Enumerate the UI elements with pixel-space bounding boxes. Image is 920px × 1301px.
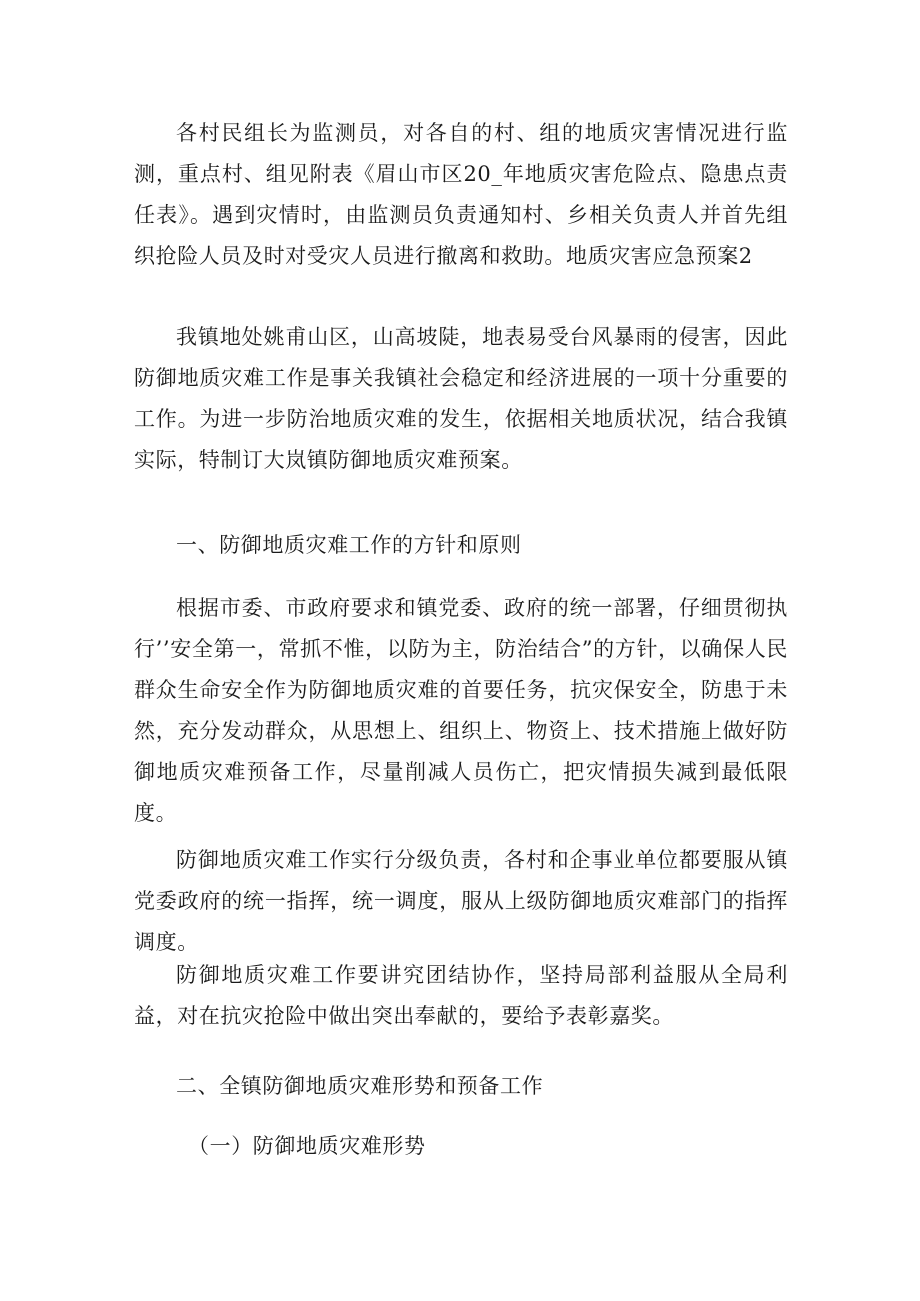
paragraph-cooperation: 防御地质灾难工作要讲究团结协作，坚持局部利益服从全局利益，对在抗灾抢险中做出突出奉献的，要给予表彰嘉奖。	[134, 963, 788, 1028]
paragraph-responsibility: 防御地质灾难工作实行分级负责，各村和企事业单位都要服从镇党委政府的统一指挥，统一调度，服从上级防御地质灾难部门的指挥调度。	[134, 848, 788, 954]
section-heading-principles: 一、防御地质灾难工作的方针和原则	[176, 533, 522, 557]
section-heading-situation: 二、全镇防御地质灾难形势和预备工作	[176, 1074, 544, 1098]
paragraph-overview: 我镇地处姚甫山区，山高坡陡，地表易受台风暴雨的侵害，因此防御地质灾难工作是事关我镇社会稳定和经济进展的一项十分重要的工作。为进一步防治地质灾难的发生，依据相关地质状况，结合我镇实际，特制订大岚镇防御地质灾难预案。	[134, 325, 788, 472]
subsection-heading-situation: （一）防御地质灾难形势	[188, 1134, 426, 1158]
paragraph-monitoring: 各村民组长为监测员，对各自的村、组的地质灾害情况进行监测，重点村、组见附表《眉山市区20_年地质灾害危险点、隐患点责任表》。遇到灾情时，由监测员负责通知村、乡相关负责人并首先组织抢险人员及时对受灾人员进行撤离和救助。地质灾害应急预案2	[134, 121, 788, 268]
paragraph-guideline: 根据市委、市政府要求和镇党委、政府的统一部署，仔细贯彻执行’’安全第一，常抓不惟，以防为主，防治结合”的方针，以确保人民群众生命安全作为防御地质灾难的首要任务，抗灾保安全，防患于未然，充分发动群众，从思想上、组织上、物资上、技术措施上做好防御地质灾难预备工作，尽量削减人员伤亡，把灾情损失减到最低限度。	[134, 596, 788, 825]
